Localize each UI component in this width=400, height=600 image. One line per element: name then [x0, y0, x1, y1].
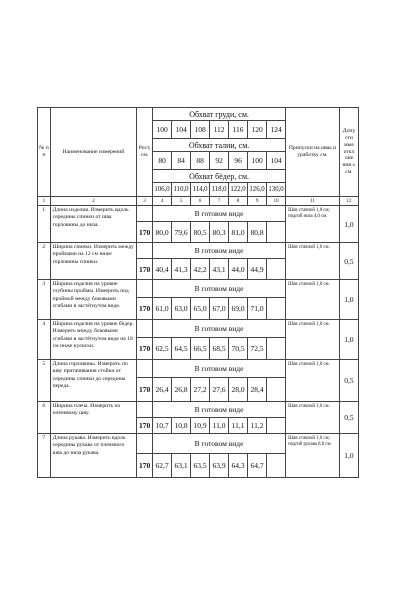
row-number: 7 [38, 434, 51, 478]
size-value: 68,5 [210, 338, 229, 360]
size-value: 27,6 [210, 378, 229, 402]
ready-label: В готовом виде [153, 320, 286, 338]
size-value: 64,5 [172, 338, 191, 360]
size-value: 80,5 [191, 222, 210, 243]
hips-size-cell: 118,0 [210, 183, 229, 197]
hips-size-cell: 106,0 [153, 183, 172, 197]
column-number: 1 [38, 197, 51, 206]
measurement-description: Длина изделия. Измерить вдоль середины спинки от шва горловины до низа. [50, 206, 137, 243]
header-waist: Обхват талии, см. [153, 139, 286, 152]
size-value: 27,2 [191, 378, 210, 402]
waist-size-cell: 96 [229, 152, 248, 170]
ready-label: В готовом виде [153, 280, 286, 298]
hips-size-cell: 126,0 [248, 183, 267, 197]
size-value: 26,4 [153, 378, 172, 402]
size-value [267, 418, 286, 434]
allowance-note: Шов стачной 1,0 см; подгиб рукава 8,0 см. [286, 434, 340, 478]
height-empty-cell [137, 360, 153, 378]
allowance-note: Шов стачной 1,0 см. [286, 320, 340, 360]
tolerance-value: 1,0 [339, 320, 358, 360]
waist-size-cell: 92 [210, 152, 229, 170]
measurement-description: Длина рукава. Измерить вдоль середины рукава от плечевого шва до низа рукава. [50, 434, 137, 478]
height-value: 170 [137, 222, 153, 243]
bust-size-cell: 116 [229, 121, 248, 139]
hips-size-cell: 122,0 [229, 183, 248, 197]
waist-size-cell: 88 [191, 152, 210, 170]
size-value [267, 338, 286, 360]
ready-label: В готовом виде [153, 243, 286, 259]
row-number: 3 [38, 280, 51, 320]
allowance-note: Шов стачной 1,0 см. [286, 280, 340, 320]
hips-size-cell: 110,0 [172, 183, 191, 197]
header-name: Наименование измерений [50, 108, 137, 197]
size-value: 62,5 [153, 338, 172, 360]
measurement-description: Ширина изделия на уровне бёдер. Измерить между боковыми сгибами в застёгнутом виде на 18 см ниже кулиски. [50, 320, 137, 360]
size-value [267, 259, 286, 280]
measurement-table-sheet [37, 107, 359, 478]
size-value: 62,7 [153, 454, 172, 478]
measurement-table [37, 107, 359, 478]
header-allowance: Припуски на швы и уработку см. [286, 108, 340, 197]
row-number: 1 [38, 206, 51, 243]
size-value: 42,2 [191, 259, 210, 280]
column-number: 7 [210, 197, 229, 206]
size-value: 80,3 [210, 222, 229, 243]
column-number: 4 [153, 197, 172, 206]
size-value: 79,6 [172, 222, 191, 243]
size-value: 28,4 [248, 378, 267, 402]
row-number: 2 [38, 243, 51, 280]
column-number: 6 [191, 197, 210, 206]
size-value: 65,0 [191, 298, 210, 320]
bust-size-cell: 120 [248, 121, 267, 139]
tolerance-value: 1,0 [339, 434, 358, 478]
measurement-row [38, 360, 359, 378]
measurement-description: Ширина изделия на уровне глубины проймы. Измерить под проймой между боковыми сгибами в застёгнутом виде. [50, 280, 137, 320]
measurement-description: Ширина плеча. Измерить по плечевому шву. [50, 402, 137, 434]
ready-label: В готовом виде [153, 434, 286, 454]
allowance-note: Шов стачной 1,0 см. [286, 360, 340, 402]
row-number: 6 [38, 402, 51, 434]
measurement-row [38, 243, 359, 259]
size-value: 11,1 [229, 418, 248, 434]
column-number: 11 [286, 197, 340, 206]
size-value: 10,9 [191, 418, 210, 434]
tolerance-value: 1,0 [339, 206, 358, 243]
size-value: 43,1 [210, 259, 229, 280]
size-value: 80,0 [153, 222, 172, 243]
header-height: Рост, см. [137, 108, 153, 197]
size-value: 70,5 [229, 338, 248, 360]
size-value: 72,5 [248, 338, 267, 360]
size-value [267, 222, 286, 243]
size-value: 10,7 [153, 418, 172, 434]
tolerance-value: 0,5 [339, 402, 358, 434]
height-empty-cell [137, 243, 153, 259]
waist-size-cell: 80 [153, 152, 172, 170]
size-value: 44,9 [248, 259, 267, 280]
hips-size-cell: 114,0 [191, 183, 210, 197]
size-value: 26,8 [172, 378, 191, 402]
size-value: 61,0 [153, 298, 172, 320]
size-value: 63,1 [172, 454, 191, 478]
column-number: 12 [339, 197, 358, 206]
header-tolerance: Допу сти мые откл оне ния ± см. [339, 108, 358, 197]
size-value: 71,0 [248, 298, 267, 320]
measurement-row [38, 402, 359, 418]
height-value: 170 [137, 378, 153, 402]
column-number: 5 [172, 197, 191, 206]
size-value [267, 454, 286, 478]
size-value: 28,0 [229, 378, 248, 402]
ready-label: В готовом виде [153, 360, 286, 378]
bust-size-cell: 112 [210, 121, 229, 139]
ready-label: В готовом виде [153, 402, 286, 418]
height-value: 170 [137, 338, 153, 360]
row-number: 4 [38, 320, 51, 360]
header-hips: Обхват бёдер, см. [153, 170, 286, 183]
allowance-note: Шов стачной 1,0 см. [286, 402, 340, 434]
height-empty-cell [137, 206, 153, 222]
size-value: 41,3 [172, 259, 191, 280]
header-bust: Обхват груди, см. [153, 108, 286, 121]
column-number: 9 [248, 197, 267, 206]
column-number: 10 [267, 197, 286, 206]
height-value: 170 [137, 259, 153, 280]
size-value: 64,7 [248, 454, 267, 478]
bust-size-cell: 100 [153, 121, 172, 139]
waist-size-cell: 84 [172, 152, 191, 170]
size-value: 11,2 [248, 418, 267, 434]
measurement-row [38, 320, 359, 338]
measurement-row [38, 280, 359, 298]
size-value: 44,0 [229, 259, 248, 280]
height-empty-cell [137, 320, 153, 338]
size-value [267, 378, 286, 402]
ready-label: В готовом виде [153, 206, 286, 222]
measurement-description: Ширина спинки. Измерить между проймами на 12 см ниже горловины спинки. [50, 243, 137, 280]
measurement-row [38, 206, 359, 222]
size-value: 63,9 [210, 454, 229, 478]
height-empty-cell [137, 280, 153, 298]
tolerance-value: 1,0 [339, 280, 358, 320]
measurement-description: Длина горловины. Измерить по шву притачивания стойки от середины спинки до середины переда. [50, 360, 137, 402]
waist-size-cell: 100 [248, 152, 267, 170]
size-value: 81,0 [229, 222, 248, 243]
height-value: 170 [137, 298, 153, 320]
size-value [267, 298, 286, 320]
row-number: 5 [38, 360, 51, 402]
size-value: 63,5 [191, 454, 210, 478]
size-value: 80,8 [248, 222, 267, 243]
allowance-note: Шов стачной 1,0 см; подгиб низа 4,0 см. [286, 206, 340, 243]
bust-size-cell: 124 [267, 121, 286, 139]
column-number: 2 [50, 197, 137, 206]
header-number: № п п [38, 108, 51, 197]
column-number: 8 [229, 197, 248, 206]
size-value: 63,0 [172, 298, 191, 320]
size-value: 64,3 [229, 454, 248, 478]
height-empty-cell [137, 434, 153, 454]
size-value: 67,0 [210, 298, 229, 320]
bust-size-cell: 108 [191, 121, 210, 139]
size-value: 66,5 [191, 338, 210, 360]
hips-size-cell: 130,0 [267, 183, 286, 197]
tolerance-value: 0,5 [339, 243, 358, 280]
allowance-note: Шов стачной 1,0 см. [286, 243, 340, 280]
height-value: 170 [137, 454, 153, 478]
height-value: 170 [137, 418, 153, 434]
measurement-row [38, 434, 359, 454]
tolerance-value: 0,5 [339, 360, 358, 402]
column-number: 3 [137, 197, 153, 206]
height-empty-cell [137, 402, 153, 418]
waist-size-cell: 104 [267, 152, 286, 170]
size-value: 10,8 [172, 418, 191, 434]
bust-size-cell: 104 [172, 121, 191, 139]
size-value: 11,0 [210, 418, 229, 434]
size-value: 40,4 [153, 259, 172, 280]
size-value: 69,0 [229, 298, 248, 320]
